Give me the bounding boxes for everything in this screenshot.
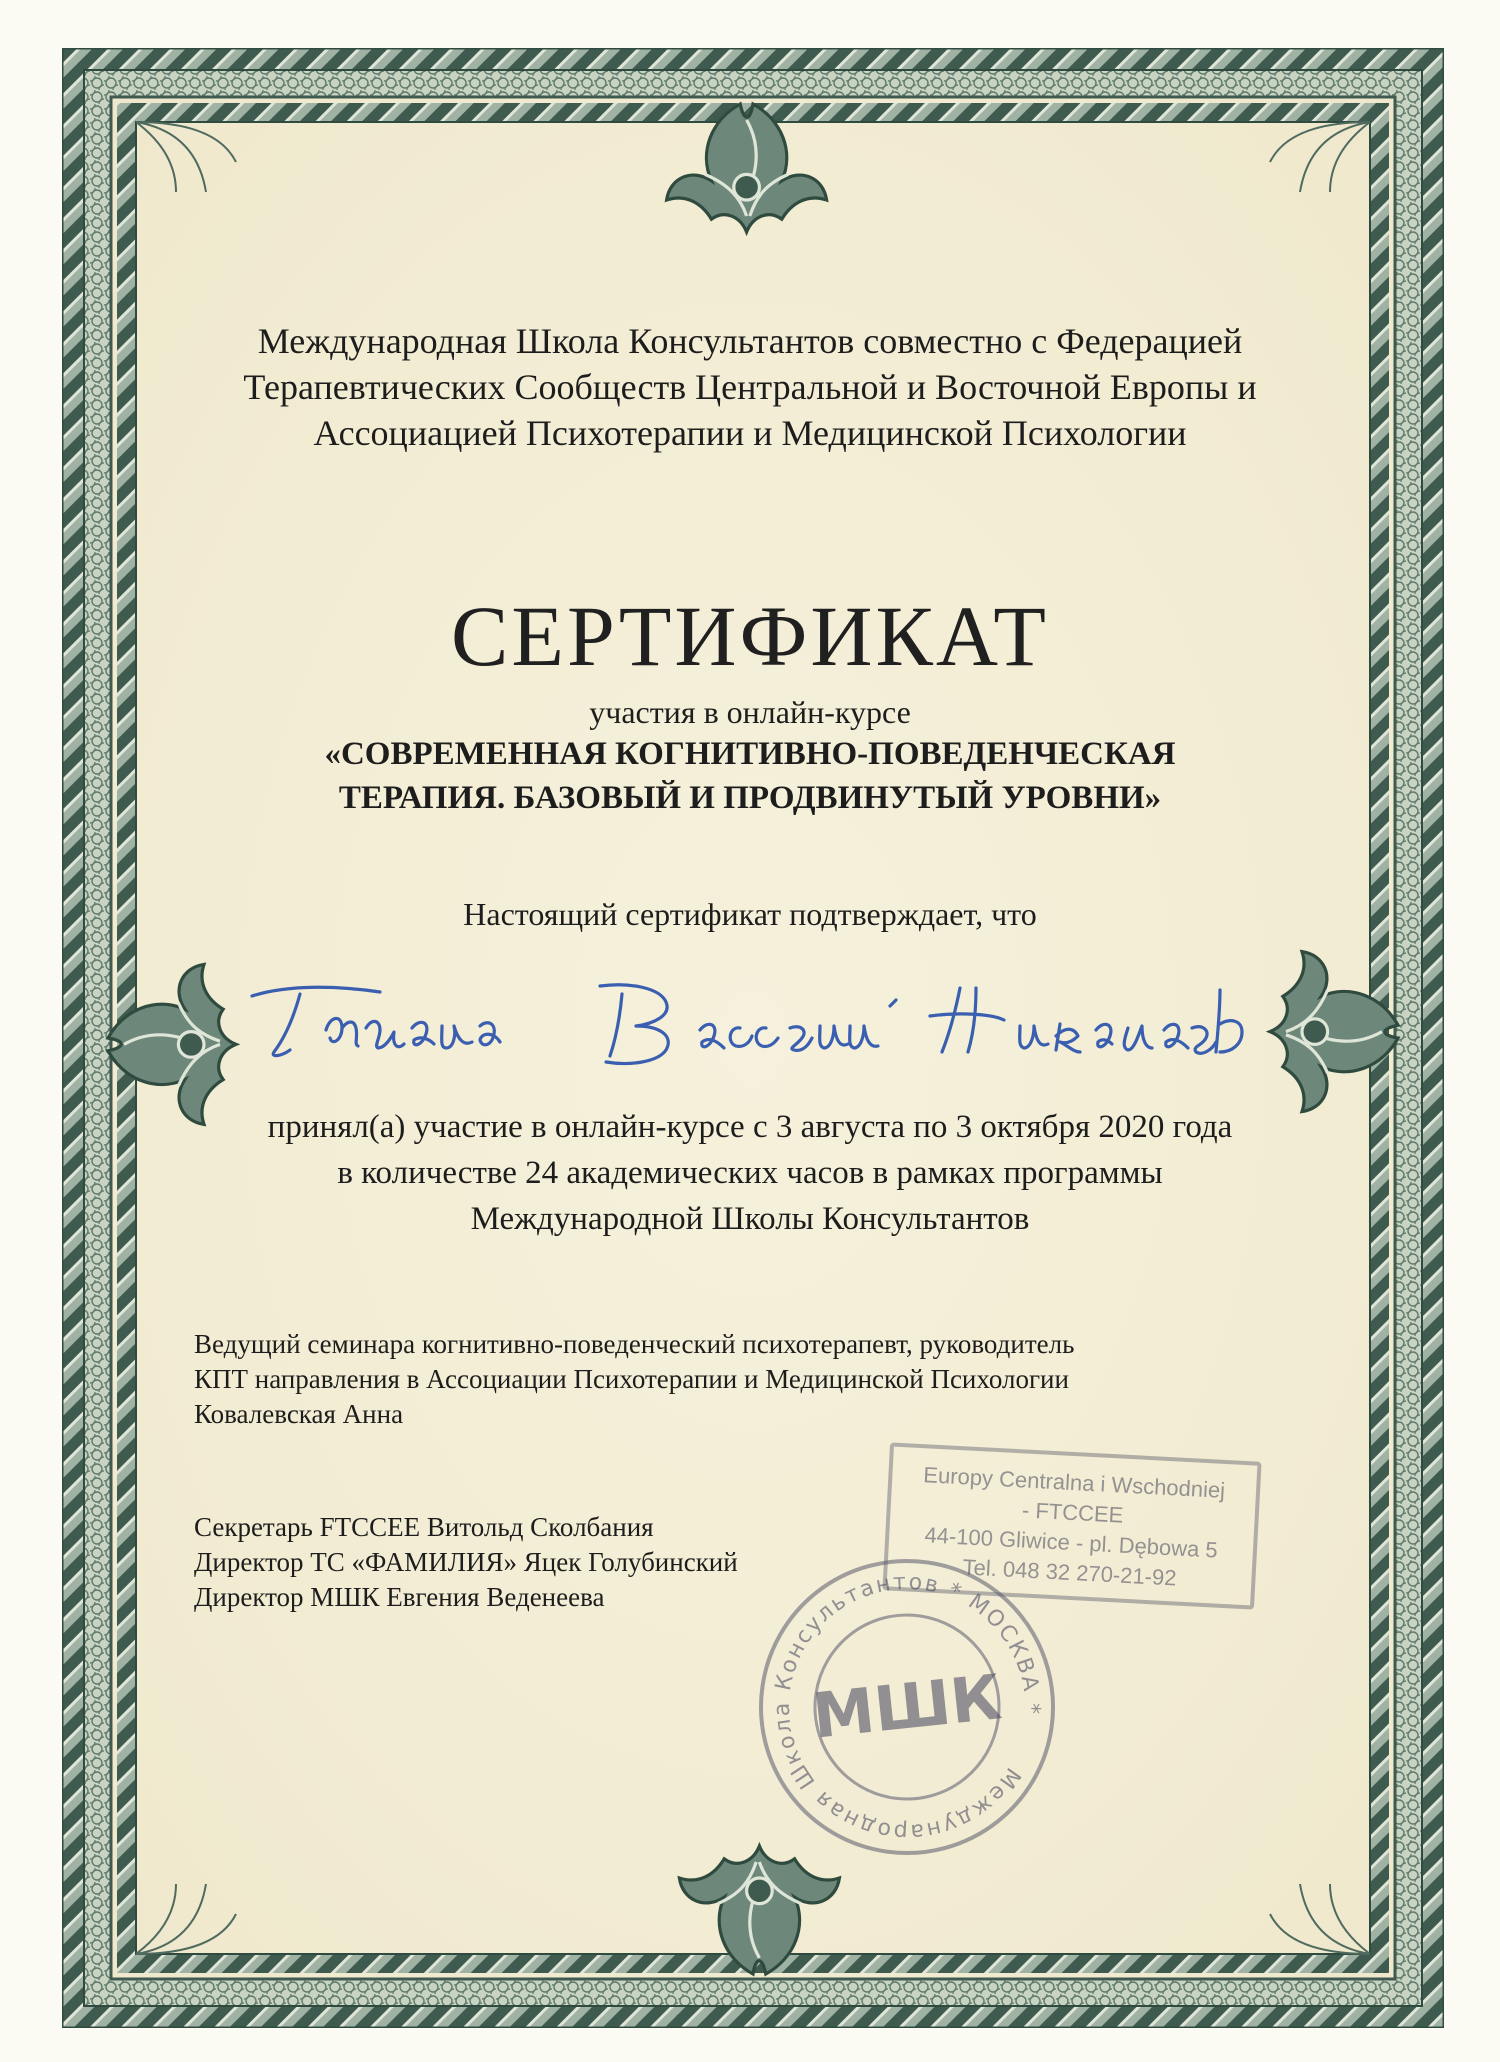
leader-line: Ведущий семинара когнитивно-поведенческий психотерапевт, руководитель (194, 1329, 1075, 1359)
org-line: Ассоциацией Психотерапии и Медицинской Психологии (313, 413, 1187, 453)
course-title-line: ТЕРАПИЯ. БАЗОВЫЙ И ПРОДВИНУТЫЙ УРОВНИ» (338, 780, 1162, 816)
staff-line: Директор МШК Евгения Веденеева (194, 1582, 605, 1612)
participation-line: Международной Школы Консультантов (470, 1201, 1030, 1237)
participation-line: в количестве 24 академических часов в рамках программы (337, 1155, 1163, 1191)
recipient-handwritten-name (230, 966, 1270, 1078)
confirmation-text: Настоящий сертификат подтверждает, что (463, 896, 1037, 932)
participation-line: принял(а) участие в онлайн-курсе с 3 августа по 3 октября 2020 года (267, 1109, 1233, 1145)
certificate-subtitle: участия в онлайн-курсе (589, 694, 911, 730)
organizations-header (0, 318, 1500, 456)
leader-line: КПТ направления в Ассоциации Психотерапии и Медицинской Психологии (194, 1364, 1069, 1394)
stamp-line: - FTCCEE (1021, 1497, 1125, 1528)
participation-text (0, 1104, 1500, 1242)
stamp-line: Tel. 048 32 270-21-92 (962, 1554, 1178, 1591)
leader-line: Ковалевская Анна (194, 1399, 404, 1429)
certificate-title: СЕРТИФИКАТ (451, 588, 1049, 684)
staff-list (194, 1510, 738, 1615)
stamp-line: Europy Centralna i Wschodniej (922, 1462, 1226, 1503)
org-line: Международная Школа Консультантов совместно с Федерацией (257, 321, 1243, 361)
round-stamp (752, 1552, 1062, 1862)
stamp-line: 44-100 Gliwice - pl. Dębowa 5 (923, 1522, 1219, 1563)
round-stamp-center: МШК (809, 1660, 1005, 1753)
course-title-line: «СОВРЕМЕННАЯ КОГНИТИВНО-ПОВЕДЕНЧЕСКАЯ (324, 736, 1176, 772)
staff-line: Секретарь FTCCEE Витольд Сколбания (194, 1512, 654, 1542)
org-line: Терапевтических Сообществ Центральной и Восточной Европы и (243, 367, 1257, 407)
round-stamp-ring-text: Международная Школа Консультантов * МОСКВА * (769, 1569, 1045, 1845)
staff-line: Директор ТС «ФАМИЛИЯ» Яцек Голубинский (194, 1547, 738, 1577)
seminar-leader (194, 1327, 1074, 1432)
course-title (0, 732, 1500, 820)
